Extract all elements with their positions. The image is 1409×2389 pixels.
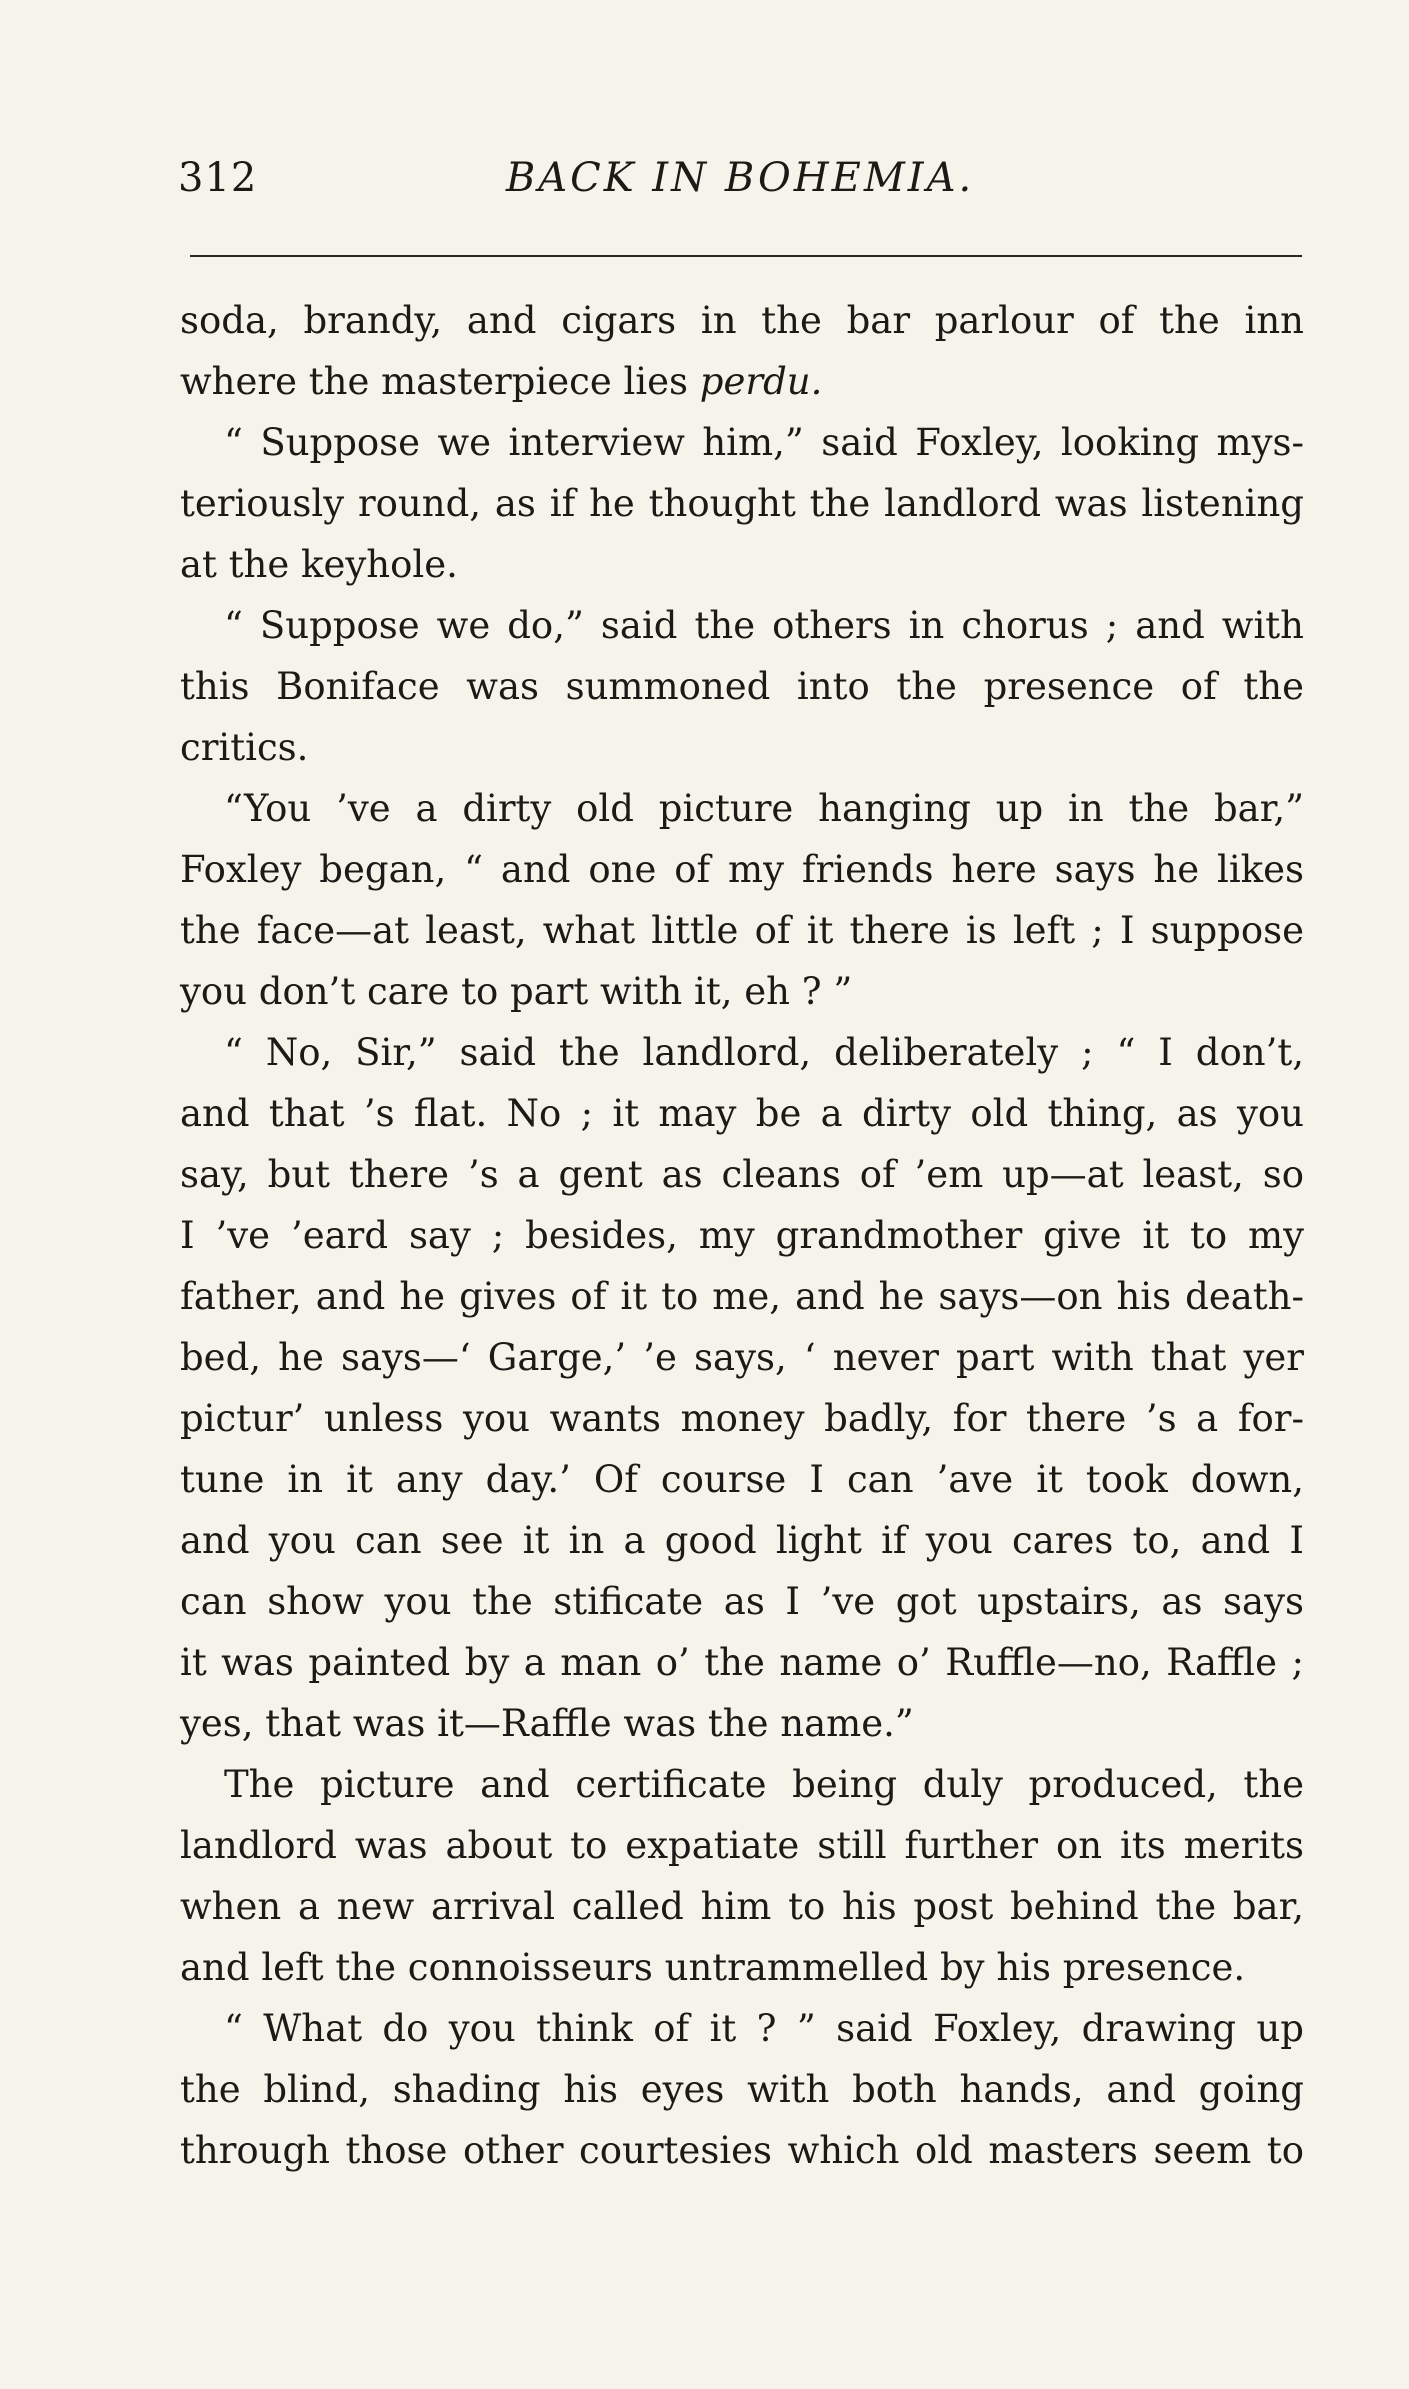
text-line: father, and he gives of it to me, and he says—on his death- <box>180 1275 1304 1318</box>
text-line: pictur’ unless you wants money badly, for there ’s a for- <box>180 1397 1304 1440</box>
text-line: yes, that was it—Raffle was the name.” <box>180 1702 914 1745</box>
text-line: the blind, shading his eyes with both hands, and going <box>180 2068 1304 2111</box>
text-line: you don’t care to part with it, eh ? ” <box>180 970 853 1013</box>
paragraph <box>180 1998 1304 2181</box>
text-line <box>180 351 1304 412</box>
paragraph <box>180 778 1304 1022</box>
text-line: “ Suppose we interview him,” said Foxley, looking mys- <box>224 421 1304 464</box>
text-line: and that ’s flat. No ; it may be a dirty old thing, as you <box>180 1092 1304 1135</box>
text-line: through those other courtesies which old masters seem to <box>180 2129 1304 2172</box>
text-line: “ What do you think of it ? ” said Foxley, drawing up <box>224 2007 1304 2050</box>
text-line: landlord was about to expatiate still further on its merits <box>180 1824 1304 1867</box>
text-line: when a new arrival called him to his post behind the bar, <box>180 1885 1304 1928</box>
paragraph <box>180 412 1304 595</box>
body-text <box>180 290 1304 2181</box>
text-line: critics. <box>180 726 309 769</box>
text-line: I ’ve ’eard say ; besides, my grandmother give it to my <box>180 1214 1304 1257</box>
text-line: and you can see it in a good light if you cares to, and I <box>180 1519 1304 1562</box>
text-line: say, but there ’s a gent as cleans of ’em up—at least, so <box>180 1153 1304 1196</box>
italic-phrase: perdu. <box>699 360 823 403</box>
paragraph <box>180 595 1304 778</box>
text-line: bed, he says—‘ Garge,’ ’e says, ‘ never part with that yer <box>180 1336 1304 1379</box>
text-line: “ No, Sir,” said the landlord, deliberately ; “ I don’t, <box>224 1031 1304 1074</box>
text-line: soda, brandy, and cigars in the bar parlour of the inn <box>180 299 1304 342</box>
text-line: Foxley began, “ and one of my friends here says he likes <box>180 848 1304 891</box>
text-line: the face—at least, what little of it there is left ; I suppose <box>180 909 1304 952</box>
text-line: this Boniface was summoned into the presence of the <box>180 665 1304 708</box>
page-header <box>178 155 1302 215</box>
text-line: “You ’ve a dirty old picture hanging up in the bar,” <box>224 787 1304 830</box>
paragraph <box>180 1022 1304 1754</box>
text-line: The picture and certificate being duly produced, the <box>224 1763 1304 1806</box>
text-line: “ Suppose we do,” said the others in chorus ; and with <box>224 604 1304 647</box>
paragraph <box>180 290 1304 412</box>
text-line: it was painted by a man o’ the name o’ Ruffle—no, Raffle ; <box>180 1641 1304 1684</box>
running-head: BACK IN BOHEMIA. <box>505 155 975 201</box>
text-line: tune in it any day.’ Of course I can ’ave it took down, <box>180 1458 1304 1501</box>
paragraph <box>180 1754 1304 1998</box>
text-line-main: where the masterpiece lies <box>180 360 689 403</box>
text-line: at the keyhole. <box>180 543 458 586</box>
text-line: teriously round, as if he thought the landlord was listening <box>180 482 1304 525</box>
header-rule <box>190 255 1302 257</box>
page-number: 312 <box>178 155 258 201</box>
text-line: can show you the stificate as I ’ve got upstairs, as says <box>180 1580 1304 1623</box>
text-line: and left the connoisseurs untrammelled by his presence. <box>180 1946 1246 1989</box>
